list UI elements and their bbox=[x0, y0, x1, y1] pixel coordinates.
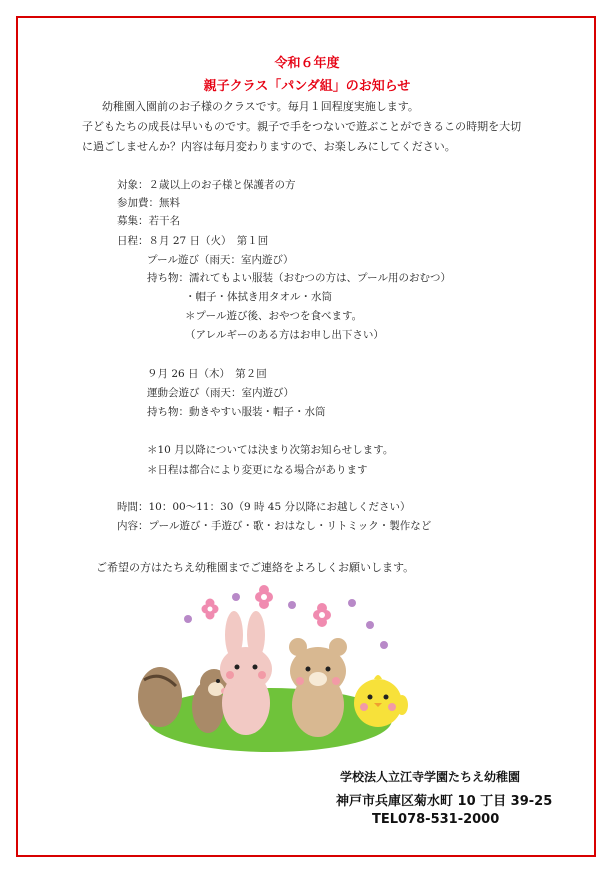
bear-icon bbox=[289, 638, 347, 737]
schedule-1-line: 日程：８月 27 日（火） 第１回 bbox=[117, 235, 269, 247]
recruit-line: 募集：若干名 bbox=[117, 215, 180, 227]
flower-icon bbox=[255, 585, 273, 609]
items-1-line: 持ち物：濡れてもよい服装（おむつの方は、プール用のおむつ） bbox=[147, 272, 451, 284]
flower-icon bbox=[313, 603, 331, 627]
school-tel: TEL078-531-2000 bbox=[372, 812, 500, 827]
items-2-line: 持ち物：動きやすい服装・帽子・水筒 bbox=[147, 406, 326, 418]
flower-icon bbox=[202, 599, 219, 620]
intro-paragraph bbox=[82, 97, 542, 157]
content-line: 内容：プール遊び・手遊び・歌・おはなし・リトミック・製作など bbox=[117, 520, 432, 532]
note-2-line: ＊10 月以降については決まり次第お知らせします。 bbox=[147, 444, 394, 456]
school-name: 学校法人立江寺学園たちえ幼稚園 bbox=[340, 770, 521, 784]
intro-line-1: 幼稚園入園前のお子様のクラスです。毎月１回程度実施します。 bbox=[102, 100, 419, 113]
target-line: 対象：２歳以上のお子様と保護者の方 bbox=[117, 179, 296, 191]
chick-icon bbox=[354, 675, 408, 727]
fee-line: 参加費：無料 bbox=[117, 197, 180, 209]
animal-illustration bbox=[130, 585, 420, 755]
note-1b-line: （アレルギーのある方はお申し出下さい） bbox=[185, 329, 384, 341]
intro-line-2: 子どもたちの成長は早いものです。親子で手をつないで遊ぶことができるこの時期を大切 bbox=[82, 120, 522, 133]
time-line: 時間：10：00～11：30（9 時 45 分以降にお越しください） bbox=[117, 501, 411, 513]
activity-2-line: 運動会遊び（雨天：室内遊び） bbox=[147, 387, 294, 399]
rabbit-icon bbox=[220, 611, 272, 735]
items-1b-line: ・帽子・体拭き用タオル・水筒 bbox=[185, 291, 332, 303]
intro-line-3: に過ごしませんか？内容は毎月変わりますので、お楽しみにしてください。 bbox=[82, 140, 456, 153]
schedule-2-line: ９月 26 日（木） 第２回 bbox=[147, 368, 267, 380]
note-3-line: ＊日程は都合により変更になる場合があります bbox=[147, 464, 368, 476]
school-address: 神戸市兵庫区菊水町 10 丁目 39-25 bbox=[336, 794, 553, 809]
note-1-line: ＊プール遊び後、おやつを食べます。 bbox=[185, 310, 363, 322]
year-title: 令和６年度 bbox=[274, 56, 340, 71]
flower-icon bbox=[184, 593, 388, 649]
class-title: 親子クラス「パンダ組」のお知らせ bbox=[203, 79, 411, 94]
closing-message: ご希望の方はたちえ幼稚園までご連絡をよろしくお願いします。 bbox=[96, 561, 415, 574]
activity-1-line: プール遊び（雨天：室内遊び） bbox=[147, 254, 294, 266]
